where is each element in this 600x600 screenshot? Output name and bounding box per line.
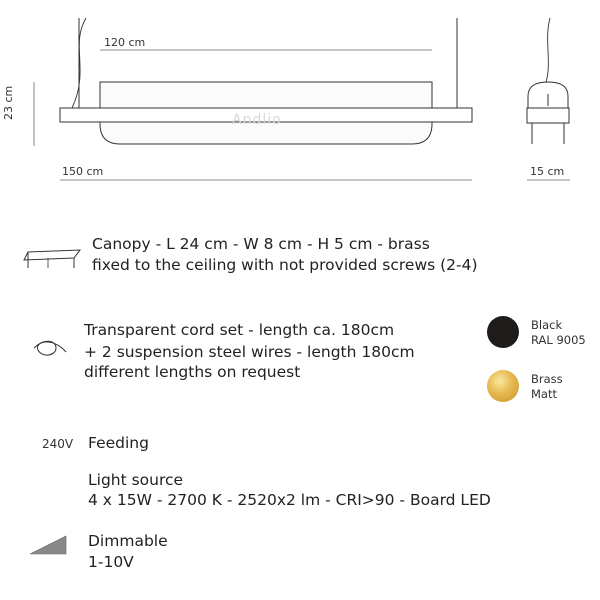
dim-width-outer-label: 150 cm <box>62 165 104 178</box>
dimmable-title: Dimmable <box>88 532 168 550</box>
finish-label-brass-1: Brass <box>531 372 563 386</box>
finish-label-black-2: RAL 9005 <box>531 333 586 347</box>
canopy-spec-line2: fixed to the ceiling with not provided screws (2-4) <box>92 256 478 274</box>
finish-label-black-1: Black <box>531 318 563 332</box>
finish-label-brass-2: Matt <box>531 387 557 401</box>
light-source-title: Light source <box>88 471 184 489</box>
cord-spec-line3: different lengths on request <box>84 363 301 381</box>
canopy-spec-line1: Canopy - L 24 cm - W 8 cm - H 5 cm - brass <box>92 235 430 253</box>
voltage-label: 240V <box>42 437 74 451</box>
dim-width-inner-label: 120 cm <box>104 36 146 49</box>
dimmable-detail: 1-10V <box>88 553 134 571</box>
dim-height-label: 23 cm <box>2 85 15 120</box>
cord-spec-line1: Transparent cord set - length ca. 180cm <box>84 321 395 339</box>
feeding-label: Feeding <box>88 434 149 452</box>
cord-spec-line2: + 2 suspension steel wires - length 180cm <box>84 343 415 361</box>
dim-depth-label: 15 cm <box>530 165 565 178</box>
light-source-detail: 4 x 15W - 2700 K - 2520x2 lm - CRI>90 - Board LED <box>88 491 491 509</box>
watermark-logo: Andlio <box>232 112 282 128</box>
